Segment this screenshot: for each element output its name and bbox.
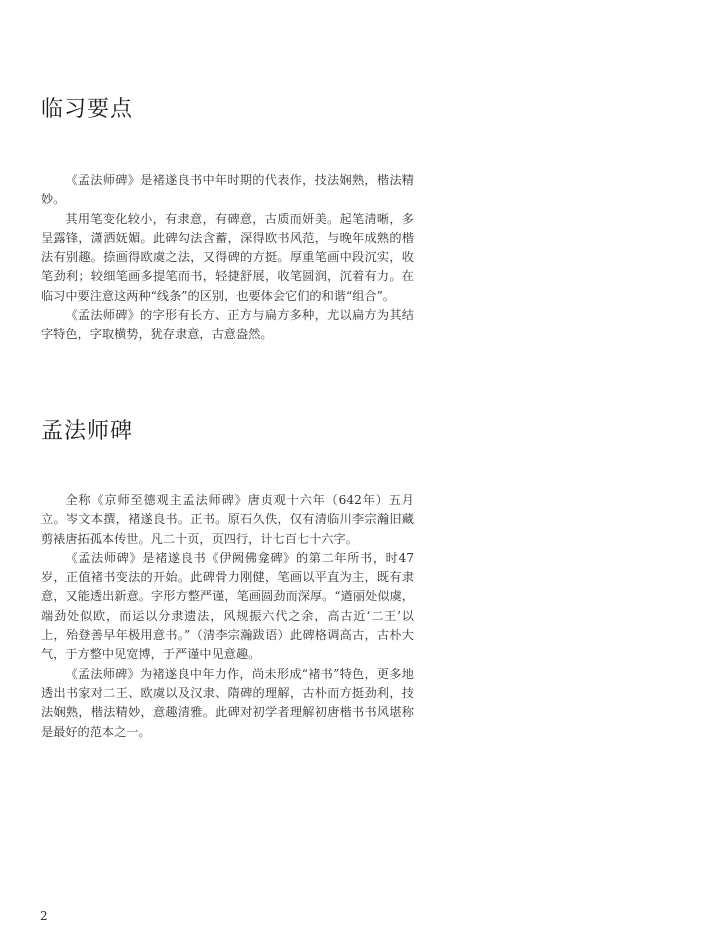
paragraph: 《孟法师碑》的字形有长方、正方与扁方多种，尤以扁方为其结字特色，字取横势，犹存隶意，古意盎然。: [41, 308, 414, 342]
paragraph: 《孟法师碑》为褚遂良中年力作，尚未形成“褚书”特色，更多地透出书家对二王、欧虞以及汉隶、隋碑的理解，古朴而方挺劲利，技法娴熟，楷法精妙，意趣清雅。此碑对初学者理解初唐楷书书风堪称是最好的范本之一。: [41, 666, 414, 739]
section-title-stele: 孟法师碑: [41, 419, 134, 444]
paragraph: 《孟法师碑》是褚遂良书中年时期的代表作，技法娴熟，楷法精妙。: [41, 173, 414, 207]
section-body-key-points: [41, 171, 414, 345]
section-body-stele: [41, 491, 414, 742]
paragraph: 其用笔变化较小，有隶意，有碑意，古质而妍美。起笔清晰，多呈露锋，潇洒妩媚。此碑勾法含蓄，深得欧书风范，与晚年成熟的楷法有别趣。捺画得欧虞之法，又得碑的方挺。厚重笔画中段沉实，收笔劲利；较细笔画多提笔而书，轻捷舒展，收笔圆润，沉着有力。在临习中要注意这两种“线条”的区别，也要体会它们的和谐“组合”。: [41, 211, 414, 303]
section-title-key-points: 临习要点: [41, 97, 134, 122]
paragraph: 《孟法师碑》是褚遂良书《伊阙佛龛碑》的第二年所书，时47岁，正值褚书变法的开始。此碑骨力刚健，笔画以平直为主，既有隶意，又能透出新意。字形方整严谨，笔画圆劲而深厚。“遒丽处似虞，端劲处似欧，而运以分隶遗法，风规振六代之余，高古近‘二王’以上，殆登善早年极用意书。”（清李宗瀚跋语）此碑格调高古，古朴大气，于方整中见宽博，于严谨中见意趣。: [41, 550, 414, 662]
page-number: 2: [40, 909, 48, 923]
paragraph: 全称《京师至德观主孟法师碑》唐贞观十六年（642年）五月立。岑文本撰，褚遂良书。正书。原石久佚，仅有清临川李宗瀚旧藏剪裱唐拓孤本传世。凡二十页，页四行，计七百七十六字。: [41, 493, 414, 546]
